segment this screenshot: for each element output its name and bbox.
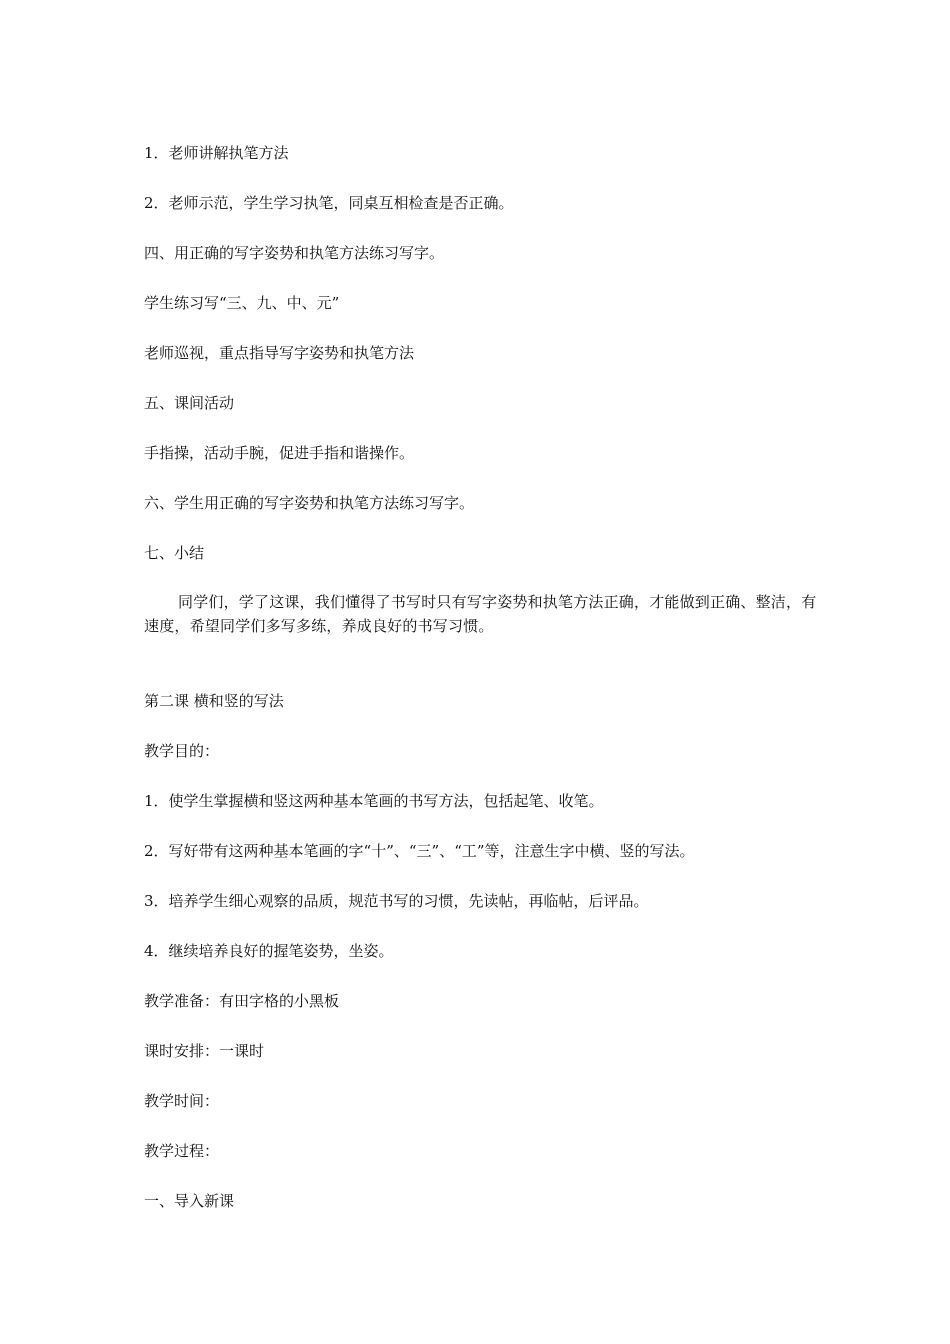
finger-exercise-line: 手指操，活动手腕，促进手指和谐操作。 (144, 444, 415, 462)
section-six-heading: 六、学生用正确的写字姿势和执笔方法练习写字。 (144, 494, 475, 512)
section-seven-heading: 七、小结 (144, 544, 205, 562)
teaching-process-heading: 教学过程： (144, 1142, 220, 1160)
step-teacher-explains-pen-holding: 1．老师讲解执笔方法 (144, 144, 289, 162)
goal-two: 2．写好带有这两种基本笔画的字“十”、“三”、“工”等，注意生字中横、竖的写法。 (144, 842, 695, 860)
teacher-patrol-line: 老师巡视，重点指导写字姿势和执笔方法 (144, 344, 415, 362)
goal-three: 3．培养学生细心观察的品质，规范书写的习惯，先读帖，再临帖，后评品。 (144, 892, 649, 910)
summary-paragraph: 同学们，学了这课，我们懂得了书写时只有写字姿势和执笔方法正确，才能做到正确、整洁，有速度，希望同学们多写多练，养成良好的书写习惯。 (144, 593, 817, 635)
section-five-heading: 五、课间活动 (144, 394, 235, 412)
teaching-time: 教学时间： (144, 1092, 220, 1110)
practice-characters-line: 学生练习写“三、九、中、元” (144, 294, 340, 312)
class-schedule: 课时安排：一课时 (144, 1042, 265, 1060)
goal-one: 1．使学生掌握横和竖这两种基本笔画的书写方法，包括起笔、收笔。 (144, 792, 604, 810)
teaching-preparation: 教学准备：有田字格的小黑板 (144, 992, 340, 1010)
section-four-heading: 四、用正确的写字姿势和执笔方法练习写字。 (144, 244, 445, 262)
lesson-two-title: 第二课 横和竖的写法 (144, 692, 284, 710)
step-teacher-demonstrates: 2．老师示范，学生学习执笔，同桌互相检查是否正确。 (144, 194, 514, 212)
section-one-intro-heading: 一、导入新课 (144, 1192, 235, 1210)
teaching-goals-heading: 教学目的： (144, 742, 220, 760)
goal-four: 4．继续培养良好的握笔姿势，坐姿。 (144, 942, 394, 960)
